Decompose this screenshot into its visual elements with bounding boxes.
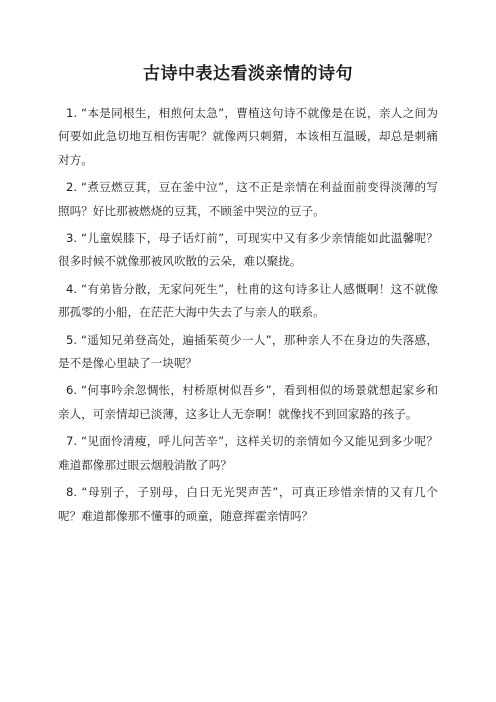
poem-item-1: 1. “本是同根生，相煎何太急”，曹植这句诗不就像是在说，亲人之间为何要如此急切地互相伤害呢？就像两只刺猬，本该相互温暖，却总是刺痛对方。 xyxy=(58,106,438,167)
poem-item-5: 5. “遥知兄弟登高处，遍插茱萸少一人”，那种亲人不在身边的失落感，是不是像心里缺了一块呢？ xyxy=(58,332,438,371)
poem-list xyxy=(58,102,438,528)
poem-item-8: 8. “母别子，子别母，白日无光哭声苦”，可真正珍惜亲情的又有几个呢？难道都像那不懂事的顽童，随意挥霍亲情吗？ xyxy=(58,485,438,523)
poem-item-3: 3. “儿童娱膝下，母子话灯前”，可现实中又有多少亲情能如此温馨呢？很多时候不就像那被风吹散的云朵，难以聚拢。 xyxy=(58,231,438,269)
document-title: 古诗中表达看淡亲情的诗句 xyxy=(143,64,353,84)
poem-item-6: 6. “何事吟余忽惆怅，村桥原树似吾乡”，看到相似的场景就想起家乡和亲人，可亲情却已淡薄，这多让人无奈啊！就像找不到回家路的孩子。 xyxy=(58,383,438,421)
poem-item-4: 4. “有弟皆分散，无家问死生”，杜甫的这句诗多让人感慨啊！这不就像那孤零的小船，在茫茫大海中失去了与亲人的联系。 xyxy=(58,281,438,320)
poem-item-7: 7. “见面怜清瘦，呼儿问苦辛”，这样关切的亲情如今又能见到多少呢？难道都像那过眼云烟般消散了吗？ xyxy=(58,434,438,472)
poem-item-2: 2. “煮豆燃豆萁，豆在釜中泣”，这不正是亲情在利益面前变得淡薄的写照吗？好比那被燃烧的豆萁，不顾釜中哭泣的豆子。 xyxy=(58,180,438,218)
